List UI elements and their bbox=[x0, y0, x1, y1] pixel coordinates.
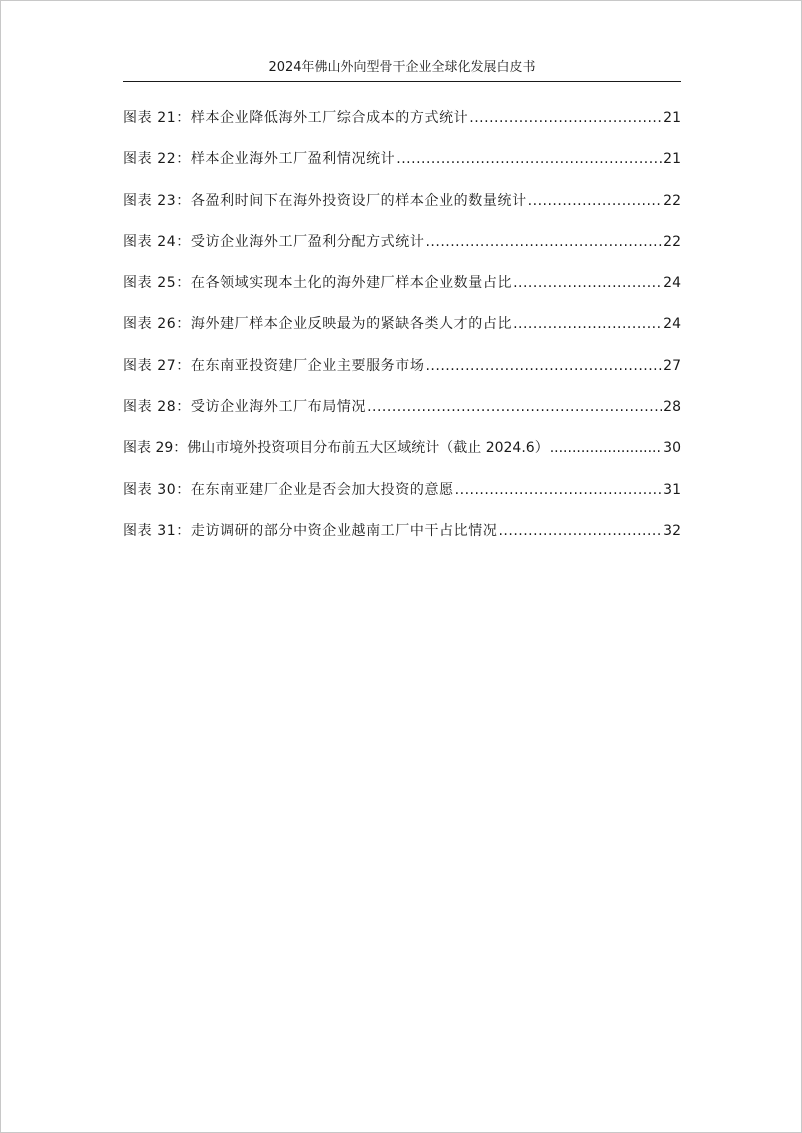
running-header-title: 2024年佛山外向型骨干企业全球化发展白皮书 bbox=[268, 60, 536, 75]
toc-entry-figure-24[interactable] bbox=[123, 232, 681, 252]
dot-leader bbox=[455, 480, 663, 500]
header-divider bbox=[123, 81, 681, 82]
toc-entry-page-number: 24 bbox=[663, 316, 681, 333]
dot-leader bbox=[528, 191, 663, 211]
toc-entry-title: 图表 25：在各领域实现本土化的海外建厂样本企业数量占比 bbox=[123, 275, 513, 292]
toc-entry-title: 图表 21：样本企业降低海外工厂综合成本的方式统计 bbox=[123, 110, 469, 126]
dot-leader bbox=[425, 232, 662, 252]
toc-entry-title: 图表 31：走访调研的部分中资企业越南工厂中干占比情况 bbox=[123, 522, 498, 539]
toc-entry-figure-31[interactable] bbox=[123, 521, 681, 541]
toc-entry-title: 图表 26：海外建厂样本企业反映最为的紧缺各类人才的占比 bbox=[123, 316, 513, 333]
dot-leader bbox=[513, 314, 662, 334]
dot-leader bbox=[498, 521, 662, 541]
toc-entry-figure-27[interactable] bbox=[123, 356, 681, 376]
toc-entry-page-number: 24 bbox=[663, 275, 681, 292]
toc-entry-figure-26[interactable] bbox=[123, 314, 681, 334]
toc-entry-figure-22[interactable] bbox=[123, 149, 681, 169]
toc-entry-figure-30[interactable] bbox=[123, 480, 681, 500]
dot-leader bbox=[550, 438, 662, 458]
toc-entry-page-number: 22 bbox=[663, 192, 681, 209]
toc-entry-page-number: 22 bbox=[663, 233, 681, 250]
toc-entry-figure-25[interactable] bbox=[123, 273, 681, 293]
toc-entry-page-number: 31 bbox=[663, 481, 681, 498]
dot-leader bbox=[469, 108, 662, 128]
dot-leader bbox=[513, 273, 662, 293]
toc-entry-title: 图表 29：佛山市境外投资项目分布前五大区域统计（截止 2024.6） bbox=[123, 440, 549, 457]
figure-index-list bbox=[123, 108, 681, 562]
toc-entry-title: 图表 22：样本企业海外工厂盈利情况统计 bbox=[123, 151, 396, 168]
dot-leader bbox=[425, 356, 662, 376]
toc-entry-title: 图表 23：各盈利时间下在海外投资设厂的样本企业的数量统计 bbox=[123, 192, 527, 209]
toc-entry-page-number: 27 bbox=[663, 357, 681, 374]
toc-entry-page-number: 30 bbox=[663, 440, 681, 457]
toc-entry-page-number: 21 bbox=[663, 110, 681, 126]
toc-entry-page-number: 21 bbox=[663, 151, 681, 168]
toc-entry-page-number: 28 bbox=[663, 399, 681, 416]
toc-entry-figure-23[interactable] bbox=[123, 191, 681, 211]
toc-entry-title: 图表 27：在东南亚投资建厂企业主要服务市场 bbox=[123, 357, 425, 374]
toc-entry-figure-21[interactable] bbox=[123, 108, 681, 128]
toc-entry-title: 图表 28：受访企业海外工厂布局情况 bbox=[123, 399, 367, 416]
toc-entry-title: 图表 30：在东南亚建厂企业是否会加大投资的意愿 bbox=[123, 481, 454, 498]
dot-leader bbox=[396, 149, 662, 169]
toc-entry-title: 图表 24：受访企业海外工厂盈利分配方式统计 bbox=[123, 233, 425, 250]
dot-leader bbox=[367, 397, 662, 417]
toc-entry-figure-29[interactable] bbox=[123, 438, 681, 458]
toc-entry-page-number: 32 bbox=[663, 522, 681, 539]
toc-entry-figure-28[interactable] bbox=[123, 397, 681, 417]
